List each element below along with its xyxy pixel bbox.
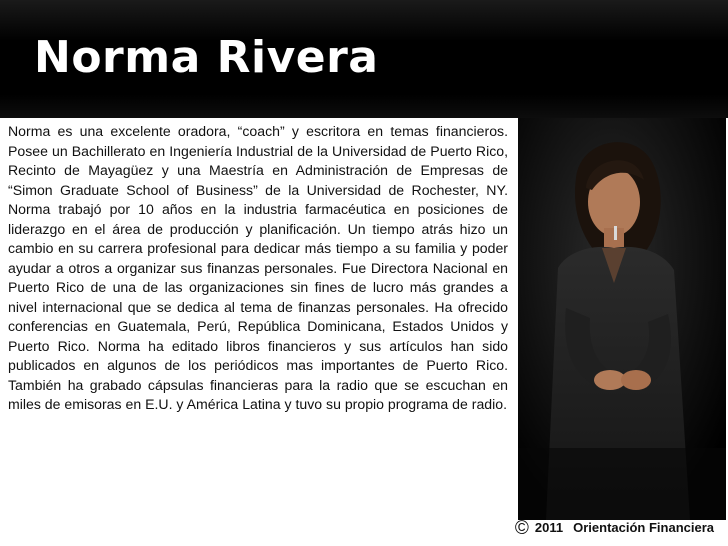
slide-title: Norma Rivera: [34, 32, 379, 83]
speaker-photo: [518, 118, 726, 520]
bio-paragraph: Norma es una excelente oradora, “coach” y escritora en temas financieros. Posee un Bachillerato en Ingeniería Industrial de la Universidad de Puerto Rico, Recinto de Mayagüez y una Maestría en Administración de Empresas de “Simon Graduate School of Business” de la Universidad de Rochester, NY. Norma trabajó por 10 años en la industria farmacéutica en posiciones de liderazgo en el área de producción y planificación. Un tiempo atrás hizo un cambio en su carrera profesional para dedicar más tiempo a su familia y poder ayudar a otros a organizar sus finanzas personales. Fue Directora Nacional en Puerto Rico de una de las organizaciones sin fines de lucro más grandes a nivel internacional que se dedica al tema de finanzas personales. Ha ofrecido conferencias en Guatemala, Perú, República Dominicana, Estados Unidos y Puerto Rico. Norma ha editado libros financieros y sus artículos han sido publicados en algunos de los periódicos mas importantes de Puerto Rico. También ha grabado cápsulas financieras para la radio que se escuchan en miles de emisoras en E.U. y América Latina y tuvo su propio programa de radio.: [8, 123, 508, 412]
footer-year: 2011: [534, 520, 564, 535]
copyright-symbol: ©: [514, 518, 529, 539]
footer-organization: Orientación Financiera: [573, 520, 714, 535]
footer-credit: [515, 518, 714, 540]
speaker-photo-image: [518, 118, 726, 520]
title-bar: [0, 0, 728, 118]
